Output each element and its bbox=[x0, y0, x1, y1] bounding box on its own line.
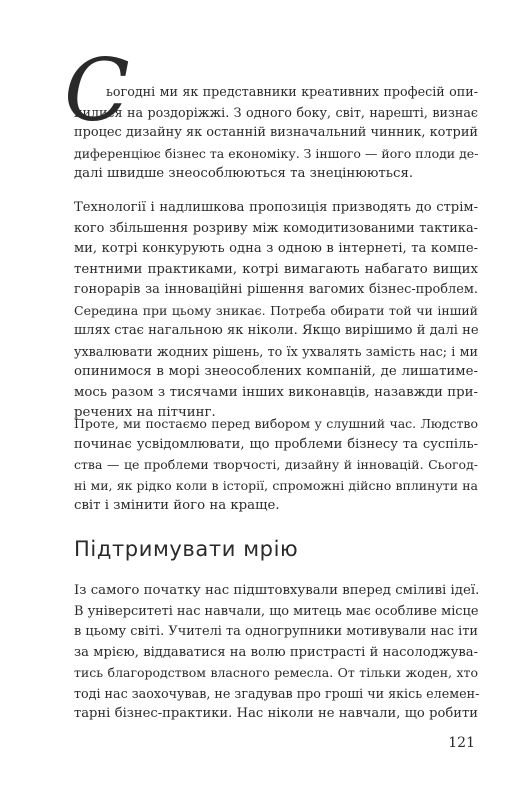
paragraph-3 bbox=[74, 414, 478, 517]
text-line: нилися на роздоріжжі. З одного боку, світ, нарешті, визнає bbox=[74, 104, 478, 120]
text-line: процес дизайну як останній визначальний чинник, котрий bbox=[74, 125, 478, 140]
text-line: Із самого початку нас підштовхували вперед сміливі ідеї. bbox=[74, 583, 480, 598]
paragraph-4 bbox=[74, 581, 478, 725]
text-line: ні ми, як рідко коли в історії, спроможні дійсно вплинути на bbox=[74, 477, 478, 493]
paragraph-2 bbox=[74, 198, 478, 424]
text-line: мось разом з тисячами інших виконавців, назавжди при- bbox=[74, 384, 478, 400]
text-line: шлях стає нагальною як ніколи. Якщо вирішимо й далі не bbox=[74, 323, 479, 338]
text-line: ухвалювати жодних рішень, то їх ухвалять замість нас; і ми bbox=[74, 343, 478, 359]
text-line: за мрією, віддаватися на волю пристрасті й насолоджува- bbox=[74, 644, 478, 660]
page-number: 121 bbox=[448, 735, 475, 751]
text-line: світ і змінити його на краще. bbox=[74, 498, 280, 513]
text-line: диференціює бізнес та економіку. З іншого — його плоди де- bbox=[74, 145, 479, 161]
text-line: ми, котрі конкурують одна з одною в інтернеті, та компе- bbox=[74, 241, 478, 256]
section-heading: Підтримувати мрію bbox=[74, 537, 299, 561]
text-line: опинимося в морі знеособлених компаній, де лишатиме- bbox=[74, 364, 478, 379]
text-line: речених на пітчинг. bbox=[74, 405, 216, 420]
text-line: кого збільшення розриву між комодитизованими тактика- bbox=[74, 220, 478, 236]
text-line: Середина при цьому зникає. Потреба обирати той чи інший bbox=[74, 302, 478, 318]
text-line: Проте, ми постаємо перед вибором у слушний час. Людство bbox=[74, 416, 478, 431]
text-line: ства — це проблеми творчості, дизайну й інновацій. Сьогод- bbox=[74, 457, 478, 472]
text-line: тись благородством власного ремесла. От тільки жоден, хто bbox=[74, 665, 478, 680]
drop-cap-letter: С bbox=[64, 41, 130, 141]
text-line: Технології і надлишкова пропозиція призводять до стрім- bbox=[74, 200, 478, 215]
paragraph-1 bbox=[74, 82, 478, 185]
text-line: далі швидше знеособлюються та знецінюються. bbox=[74, 166, 414, 181]
text-line: ьогодні ми як представники креативних професій опи- bbox=[106, 84, 478, 99]
text-line: тентними практиками, котрі вимагають набагато вищих bbox=[74, 261, 478, 277]
text-line: гонорарів за інноваційні рішення вагомих бізнес-проблем. bbox=[74, 282, 478, 297]
text-line: тоді нас заохочував, не згадував про гроші чи якісь елемен- bbox=[74, 685, 480, 701]
text-line: тарні бізнес-практики. Нас ніколи не навчали, що робити bbox=[74, 706, 478, 721]
text-line: В університеті нас навчали, що митець має особливе місце bbox=[74, 603, 479, 619]
text-line: в цьому світі. Учителі та одногрупники мотивували нас іти bbox=[74, 624, 478, 639]
text-line: починає усвідомлювати, що проблеми бізнесу та суспіль- bbox=[74, 436, 478, 452]
